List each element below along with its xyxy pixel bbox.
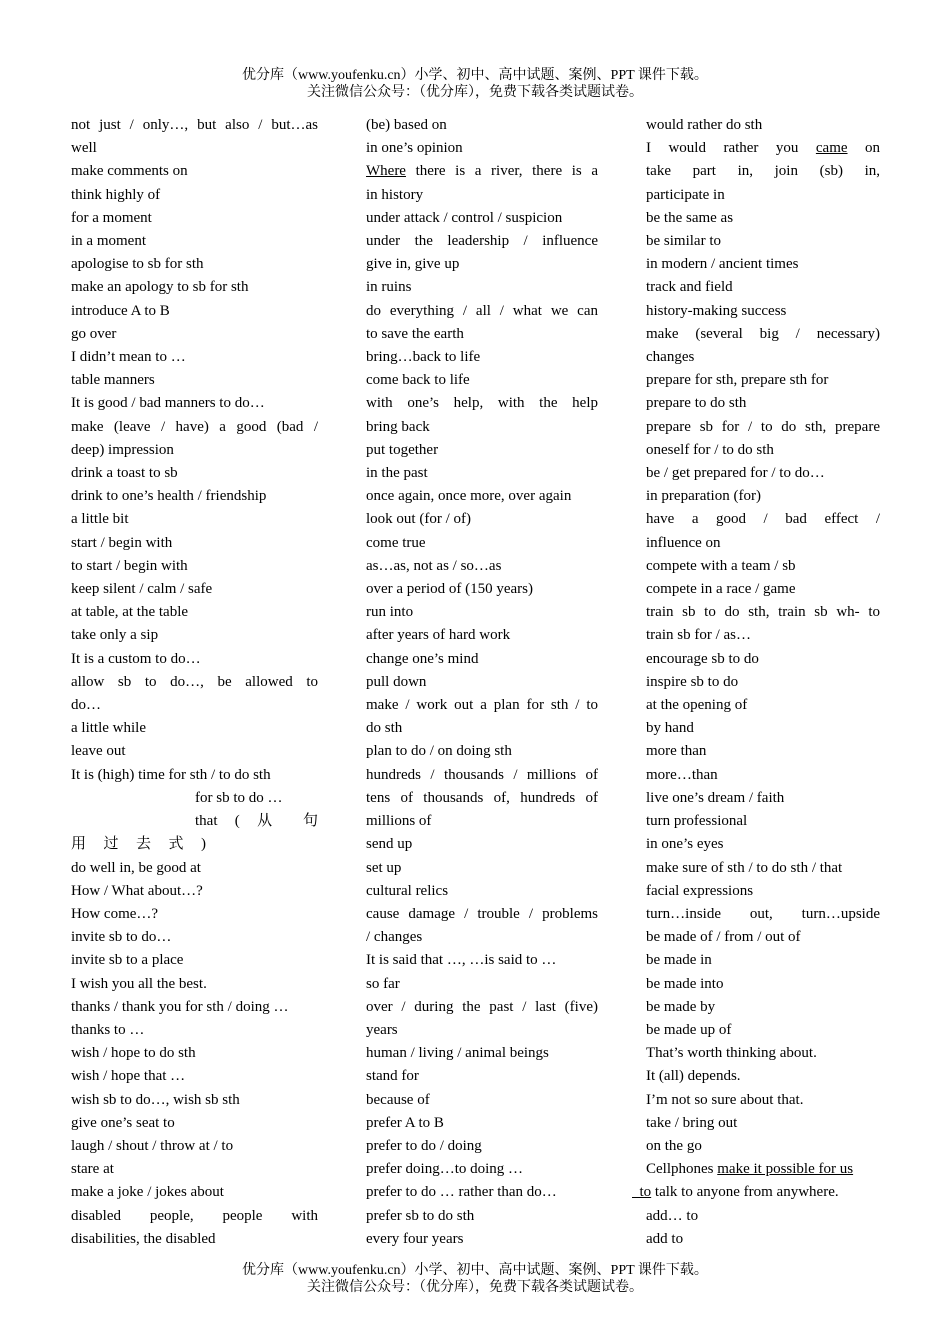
list-item: laugh / shout / throw at / to	[71, 1137, 234, 1154]
list-item: prefer sb to do sth	[366, 1207, 475, 1224]
list-item: do everything / all / what we can	[366, 302, 598, 319]
list-item: do well in, be good at	[71, 859, 201, 876]
list-item: once again, once more, over again	[366, 488, 572, 505]
list-item: make (leave / have) a good (bad /	[71, 418, 318, 435]
list-item: human / living / animal beings	[366, 1045, 549, 1062]
list-item: more…than	[646, 766, 718, 783]
list-item: over a period of (150 years)	[366, 581, 534, 598]
list-item: deep) impression	[71, 441, 174, 458]
list-item: would rather do sth	[646, 117, 763, 133]
list-item: I wish you all the best.	[71, 975, 207, 992]
list-item: by hand	[646, 720, 694, 737]
list-item: be made of / from / out of	[646, 929, 801, 946]
list-item: prepare sb for / to do sth, prepare	[646, 418, 880, 435]
list-item: It is a custom to do…	[71, 650, 201, 667]
list-item: bring…back to life	[366, 349, 481, 366]
underlined-word: to	[632, 1184, 652, 1201]
list-item: prepare to do sth	[646, 395, 747, 412]
list-item: cause damage / trouble / problems	[366, 905, 598, 922]
list-item: (be) based on	[366, 117, 447, 133]
list-item: after years of hard work	[366, 627, 511, 644]
list-item: start / begin with	[71, 534, 173, 551]
list-item: run into	[366, 604, 414, 621]
list-item: make (several big / necessary)	[646, 325, 880, 342]
list-item: live one’s dream / faith	[646, 789, 785, 806]
list-item: 用 过 去 式 )	[71, 836, 206, 853]
list-item	[646, 137, 880, 160]
list-item: wish / hope to do sth	[71, 1045, 196, 1062]
list-item: inspire sb to do	[646, 673, 739, 690]
list-item: stand for	[366, 1068, 419, 1085]
list-item: I’m not so sure about that.	[646, 1091, 804, 1108]
list-item: be the same as	[646, 209, 734, 226]
list-item: How / What about…?	[71, 882, 203, 899]
list-item: train sb for / as…	[646, 627, 751, 644]
list-item: prefer to do / doing	[366, 1137, 482, 1154]
list-item: prefer A to B	[366, 1114, 444, 1131]
list-item: pull down	[366, 673, 427, 690]
list-item: make comments on	[71, 163, 188, 180]
column-1	[71, 114, 318, 1251]
list-item-end: on	[865, 140, 880, 157]
list-item: invite sb to a place	[71, 952, 184, 969]
list-item: go over	[71, 325, 117, 342]
list-item: millions of	[366, 813, 432, 830]
list-item: under the leadership / influence	[366, 233, 598, 250]
list-item: because of	[366, 1091, 430, 1108]
list-item: every four years	[366, 1230, 464, 1247]
list-item: facial expressions	[646, 882, 754, 899]
list-item: in modern / ancient times	[646, 256, 799, 273]
list-item: that ( 从 句	[195, 813, 318, 830]
list-item	[366, 160, 598, 183]
page-header	[0, 67, 950, 101]
list-item: plan to do / on doing sth	[366, 743, 512, 760]
column-2	[366, 114, 598, 1251]
list-item: compete with a team / sb	[646, 557, 796, 574]
list-item: train sb to do sth, train sb wh- to	[646, 604, 880, 621]
list-item: thanks / thank you for sth / doing …	[71, 998, 289, 1015]
list-item: leave out	[71, 743, 126, 760]
list-item: turn…inside out, turn…upside	[646, 905, 880, 922]
list-item: so far	[366, 975, 400, 992]
footer-line-1: 优分库（www.youfenku.cn）小学、初中、高中试题、案例、PPT 课件下载。	[242, 1263, 708, 1278]
header-line-1: 优分库（www.youfenku.cn）小学、初中、高中试题、案例、PPT 课件下载。	[242, 68, 708, 83]
list-item: I didn’t mean to …	[71, 349, 186, 366]
list-item: be made by	[646, 998, 716, 1015]
list-item: take only a sip	[71, 627, 159, 644]
list-item: be / get prepared for / to do…	[646, 465, 825, 482]
list-item: stare at	[71, 1161, 114, 1178]
list-item: It is good / bad manners to do…	[71, 395, 265, 412]
list-item: for sb to do …	[195, 789, 283, 806]
list-item: give one’s seat to	[71, 1114, 175, 1131]
list-item: send up	[366, 836, 413, 853]
list-item: prepare for sth, prepare sth for	[646, 372, 829, 389]
list-item: take part in, join (sb) in,	[646, 163, 880, 180]
page-footer	[0, 1262, 950, 1296]
list-item: drink to one’s health / friendship	[71, 488, 267, 505]
list-item: That’s worth thinking about.	[646, 1045, 817, 1062]
list-item: prefer to do … rather than do…	[366, 1184, 557, 1201]
list-item: introduce A to B	[71, 302, 170, 319]
list-item: wish / hope that …	[71, 1068, 186, 1085]
list-item: add… to	[646, 1207, 699, 1224]
list-item: turn professional	[646, 813, 748, 830]
list-item: make sure of sth / to do sth / that	[646, 859, 843, 876]
list-item: be made up of	[646, 1021, 732, 1038]
list-item: on the go	[646, 1137, 702, 1154]
underlined-word: Where	[366, 163, 406, 180]
list-item: do…	[71, 697, 101, 714]
list-item: compete in a race / game	[646, 581, 796, 598]
list-item: put together	[366, 441, 439, 458]
list-item: set up	[366, 859, 402, 876]
list-item: in ruins	[366, 279, 412, 296]
list-item: be made in	[646, 952, 712, 969]
list-item: give in, give up	[366, 256, 460, 273]
list-item: in a moment	[71, 233, 146, 250]
list-item: to start / begin with	[71, 557, 188, 574]
list-item: track and field	[646, 279, 733, 296]
list-item: tens of thousands of, hundreds of	[366, 789, 598, 806]
list-item: apologise to sb for sth	[71, 256, 204, 273]
list-item: oneself for / to do sth	[646, 441, 774, 458]
list-item: be similar to	[646, 233, 721, 250]
list-item-rest: talk to anyone from anywhere.	[651, 1184, 839, 1201]
list-item: have a good / bad effect /	[646, 511, 880, 528]
list-item: It is said that …, …is said to …	[366, 952, 557, 969]
list-item: at table, at the table	[71, 604, 189, 621]
list-item: a little while	[71, 720, 146, 737]
list-item: a little bit	[71, 511, 129, 528]
list-item: for a moment	[71, 209, 152, 226]
footer-line-2: 关注微信公众号：（优分库），免费下载各类试题试卷。	[307, 1280, 643, 1295]
list-item: It is (high) time for sth / to do sth	[71, 766, 271, 783]
list-item: make / work out a plan for sth / to	[366, 697, 598, 714]
header-line-2: 关注微信公众号：（优分库），免费下载各类试题试卷。	[307, 85, 643, 100]
list-item: not just / only…, but also / but…as	[71, 117, 318, 133]
list-item: encourage sb to do	[646, 650, 759, 667]
list-item: come true	[366, 534, 426, 551]
underlined-phrase: make it possible for us	[717, 1161, 854, 1178]
list-item: make an apology to sb for sth	[71, 279, 249, 296]
list-item: influence on	[646, 534, 721, 551]
list-item: How come…?	[71, 905, 159, 922]
list-item: wish sb to do…, wish sb sth	[71, 1091, 240, 1108]
list-item: bring back	[366, 418, 430, 435]
list-item: more than	[646, 743, 707, 760]
list-item: It (all) depends.	[646, 1068, 741, 1085]
list-item: drink a toast to sb	[71, 465, 178, 482]
list-item-rest: there is a river, there is a	[405, 163, 598, 180]
list-item: in the past	[366, 465, 428, 482]
list-item: be made into	[646, 975, 724, 992]
list-item: think highly of	[71, 186, 161, 203]
list-item: do sth	[366, 720, 403, 737]
list-item: prefer doing…to doing …	[366, 1161, 524, 1178]
list-item: in preparation (for)	[646, 488, 761, 505]
list-item: participate in	[646, 186, 725, 203]
list-item: to save the earth	[366, 325, 464, 342]
list-item: under attack / control / suspicion	[366, 209, 563, 226]
list-item: with one’s help, with the help	[366, 395, 598, 412]
list-item: add to	[646, 1230, 684, 1247]
list-item: table manners	[71, 372, 155, 389]
list-item: thanks to …	[71, 1021, 145, 1038]
column-3	[632, 114, 880, 1251]
list-item: disabilities, the disabled	[71, 1230, 216, 1247]
list-item	[646, 1158, 880, 1181]
list-item: look out (for / of)	[366, 511, 471, 528]
list-item: disabled people, people with	[71, 1207, 318, 1224]
list-item: hundreds / thousands / millions of	[366, 766, 598, 783]
list-item: change one’s mind	[366, 650, 479, 667]
list-item-start: Cellphones	[646, 1161, 718, 1178]
list-item: in one’s opinion	[366, 140, 463, 157]
list-item: keep silent / calm / safe	[71, 581, 213, 598]
list-item: at the opening of	[646, 697, 748, 714]
list-item: take / bring out	[646, 1114, 738, 1131]
list-item: over / during the past / last (five)	[366, 998, 598, 1015]
list-item: well	[71, 140, 97, 157]
list-item: in one’s eyes	[646, 836, 724, 853]
list-item: allow sb to do…, be allowed to	[71, 673, 318, 690]
list-item: make a joke / jokes about	[71, 1184, 224, 1201]
list-item: come back to life	[366, 372, 470, 389]
list-item-start: I would rather you	[646, 140, 799, 157]
list-item: in history	[366, 186, 424, 203]
list-item: invite sb to do…	[71, 929, 172, 946]
list-item: / changes	[366, 929, 423, 946]
list-item: years	[366, 1021, 398, 1038]
list-item	[632, 1181, 880, 1204]
list-item: changes	[646, 349, 695, 366]
list-item: history-making success	[646, 302, 787, 319]
list-item: as…as, not as / so…as	[366, 557, 502, 574]
list-item: cultural relics	[366, 882, 449, 899]
underlined-word: came	[815, 140, 848, 157]
